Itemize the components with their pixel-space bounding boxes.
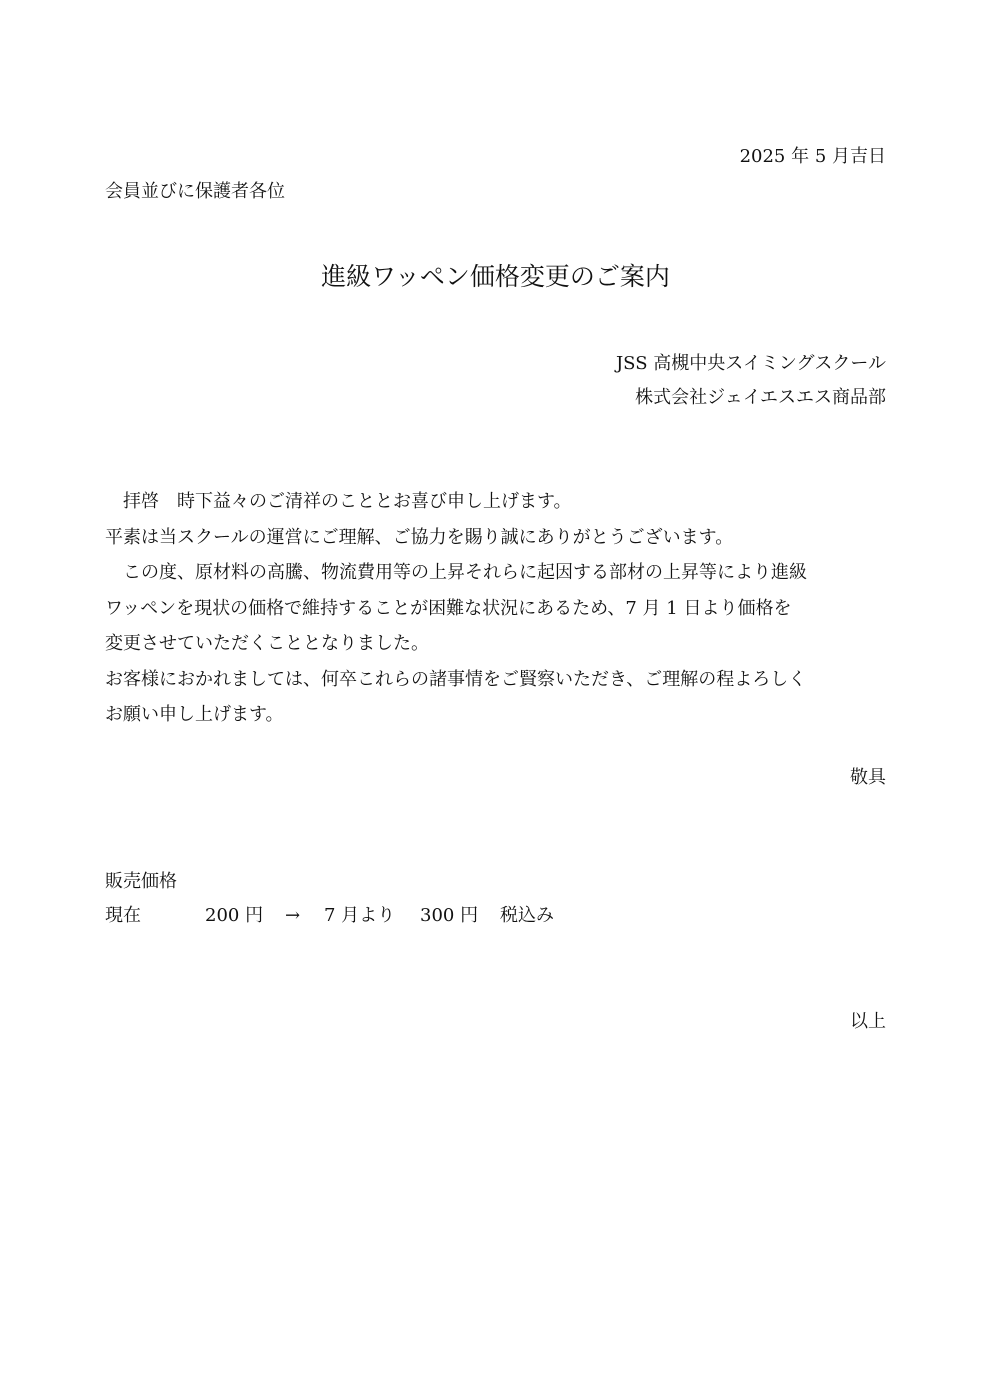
price-heading: 販売価格: [105, 871, 177, 892]
body-line-4: ワッペンを現状の価格で維持することが困難な状況にあるため、7 月 1 日より価格を: [105, 597, 792, 619]
addressee: 会員並びに保護者各位: [105, 181, 285, 202]
effective-from: 7 月より: [324, 905, 396, 926]
tax-note: 税込み: [500, 905, 554, 926]
body-line-6: お客様におかれましては、何卒これらの諸事情をご賢察いただき、ご理解の程よろしく: [105, 668, 807, 690]
page-title: 進級ワッペン価格変更のご案内: [321, 262, 670, 291]
body-line-2: 平素は当スクールの運営にご理解、ご協力を賜り誠にありがとうございます。: [105, 526, 734, 548]
body-line-1: 拝啓 時下益々のご清祥のこととお喜び申し上げます。: [105, 491, 572, 512]
body-line-3: この度、原材料の高騰、物流費用等の上昇それらに起因する部材の上昇等により進級: [105, 562, 807, 583]
new-price: 300 円: [420, 905, 479, 926]
letter-date: 2025 年 5 月吉日: [739, 146, 886, 167]
body-line-7: お願い申し上げます。: [105, 704, 284, 725]
current-label: 現在: [105, 905, 141, 926]
arrow-icon: →: [285, 905, 301, 926]
sender-school: JSS 高槻中央スイミングスクール: [615, 353, 886, 374]
letter-body: [105, 484, 887, 733]
end-mark: 以上: [850, 1011, 886, 1032]
current-price: 200 円: [205, 905, 264, 926]
price-row: [105, 904, 705, 928]
closing-salutation: 敬具: [850, 767, 886, 788]
body-line-5: 変更させていただくこととなりました。: [105, 633, 429, 654]
sender-company: 株式会社ジェイエスエス商品部: [635, 387, 886, 408]
